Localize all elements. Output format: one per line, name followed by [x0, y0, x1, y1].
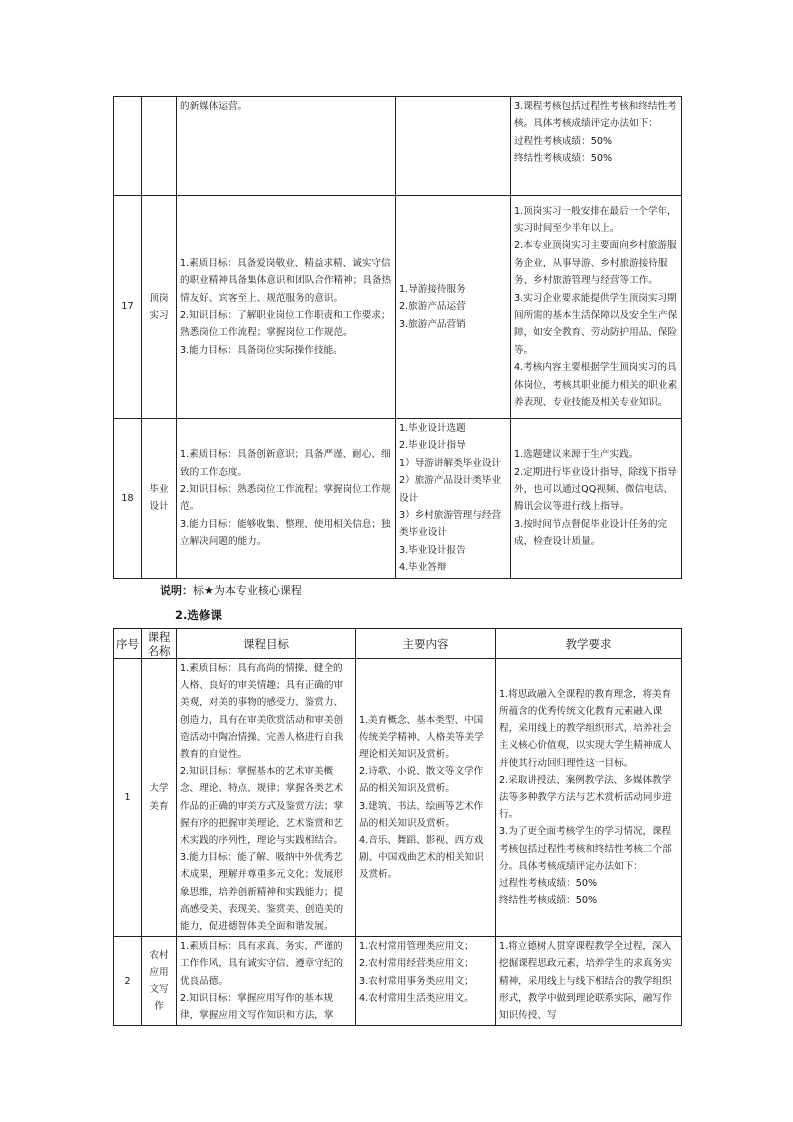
cell-line: 2.农村常用经营类应用文；	[359, 958, 474, 970]
cell-line: 1.素质目标：具有求真、务实、严谨的工作作风，具有诚实守信、遵章守纪的优良品德。	[180, 941, 344, 987]
cell-line: 过程性考核成绩：50%	[499, 878, 598, 890]
section-title: 2.选修课	[175, 608, 222, 622]
table-row	[114, 937, 682, 1026]
table-row	[114, 419, 682, 579]
course-name: 顶岗实习	[142, 196, 177, 419]
course-contents	[356, 937, 496, 1026]
cell-line: 终结性考核成绩：50%	[499, 895, 598, 907]
cell-line: 2.定期进行毕业设计指导，除线下指导外，也可以通过QQ视频、微信电话、腾讯会议等进行线上指导。	[514, 466, 677, 513]
course-contents	[356, 659, 496, 937]
cell-line: 1.毕业设计选题	[399, 423, 466, 434]
teaching-requirements	[511, 419, 682, 579]
cell-line: 2.知识目标：了解职业岗位工作职责和工作要求；熟悉岗位工作流程；掌握岗位工作规范。	[180, 310, 391, 339]
cell-line: 3.能力目标：能够收集、整理、使用相关信息；独立解决问题的能力。	[180, 518, 391, 548]
header-requirements: 教学要求	[496, 629, 682, 659]
header-goals: 课程目标	[177, 629, 356, 659]
course-name: 大学美育	[142, 659, 177, 937]
cell-line: 1.将立德树人贯穿课程教学全过程，深入挖掘课程思政元素，培养学生的求真务实精神，采用线上与线下相结合的教学组织形式，教学中做到理论联系实际，融写作知识传授、写	[499, 941, 672, 1022]
header-course-name: 课程名称	[142, 629, 177, 659]
table-row	[114, 196, 682, 419]
cell-line: 3.按时间节点督促毕业设计任务的完成，检查设计质量。	[514, 518, 668, 548]
cell-line: 2.知识目标：掌握基本的艺术审美概念、理论、特点、规律；掌握各类艺术作品的正确的审美方式及鉴赏方法；掌握有序的把握审美理论、艺术鉴赏和艺术实践的序列性，理论与实践相结合。	[180, 766, 344, 847]
row-number: 2	[114, 937, 142, 1026]
cell-line: 2.本专业顶岗实习主要面向乡村旅游服务企业，从事导游、乡村旅游接待服务、乡村旅游管理与经营等工作。	[514, 240, 677, 287]
cell-line: 3.为了更全面考核学生的学习情况，课程考核包括过程性考核和终结性考核二个部分。具体考核成绩评定办法如下：	[499, 826, 672, 872]
core-course-note	[160, 582, 302, 598]
cell-line: 1.导游接待服务	[399, 283, 466, 295]
cell-line: 3.旅游产品营销	[399, 318, 466, 330]
teaching-requirements	[511, 97, 682, 196]
cell-line: 2.采取讲授法、案例教学法、多媒体教学法等多种教学方法与艺术赏析活动同步进行。	[499, 774, 672, 821]
cell-line: 1.将思政融入全课程的教育理念，将美育所蕴含的优秀传统文化教育元素融入课程，采用线上的教学组织形式，培养社会主义核心价值观，以实现大学生精神成人并使其行动回归理性这一目标。	[499, 688, 672, 769]
cell-line: 3.建筑、书法、绘画等艺术作品的相关知识及赏析。	[359, 800, 484, 829]
teaching-requirements	[496, 937, 682, 1026]
cell-line: 3.能力目标：能了解、吸纳中外优秀艺术成果，理解并尊重多元文化；发展形象思维，培养创新精神和实践能力；提高感受美、表现美、鉴赏美、创造美的能力，促进德智体美全面和谐发展。	[180, 852, 344, 933]
header-contents: 主要内容	[356, 629, 496, 659]
cell-line: 的新媒体运营。	[180, 101, 248, 112]
cell-line: 1.农村常用管理类应用文；	[359, 941, 474, 953]
course-name	[142, 97, 177, 196]
table-row	[114, 97, 682, 196]
required-courses-table-continued	[113, 96, 682, 579]
cell-line: 4.毕业答辩	[399, 562, 447, 574]
course-contents	[396, 97, 511, 196]
cell-line: 3.实习企业要求能提供学生顶岗实习期间所需的基本生活保障以及安全生产保障，如安全教育、劳动防护用品、保险等。	[514, 292, 678, 356]
cell-line: 4.音乐、舞蹈、影视、西方戏剧、中国戏曲艺术的相关知识及赏析。	[359, 835, 484, 881]
cell-line: 1.顶岗实习一般安排在最后一个学年，实习时间至少半年以上。	[514, 205, 677, 234]
cell-line: 2.知识目标：熟悉岗位工作流程；掌握岗位工作规范。	[180, 483, 391, 513]
cell-line: 3.能力目标：具备岗位实际操作技能。	[180, 344, 343, 356]
course-goals	[177, 419, 396, 579]
course-name: 农村应用文写作	[142, 937, 177, 1026]
cell-line: 1.美育概念、基本类型、中国传统美学精神、人格美等美学理论相关知识及赏析。	[359, 714, 484, 761]
cell-line: 4.农村常用生活类应用文。	[359, 992, 474, 1004]
cell-line: 2.诗歌、小说、散文等文学作品的相关知识及赏析。	[359, 766, 484, 795]
elective-courses-table	[113, 628, 682, 1026]
cell-line: 4.考核内容主要根据学生顶岗实习的具体岗位，考核其职业能力相关的职业素养表现、专业技能及相关专业知识。	[514, 362, 678, 409]
course-goals	[177, 97, 396, 196]
table-header-row	[114, 629, 682, 659]
row-number: 18	[114, 419, 142, 579]
cell-line: 3.农村常用事务类应用文；	[359, 975, 474, 987]
course-name: 毕业设计	[142, 419, 177, 579]
teaching-requirements	[511, 196, 682, 419]
table-row	[114, 659, 682, 937]
row-number: 1	[114, 659, 142, 937]
note-label: 说明：	[160, 584, 193, 597]
course-contents	[396, 419, 511, 579]
note-text: 标★为本专业核心课程	[193, 584, 302, 597]
course-goals	[177, 937, 356, 1026]
cell-line: 2）旅游产品设计类毕业设计	[399, 475, 502, 504]
cell-line: 1.选题建议来源于生产实践。	[514, 449, 639, 461]
cell-line: 1.素质目标：具备创新意识；具备严谨、耐心、细致的工作态度。	[180, 449, 391, 478]
course-contents	[396, 196, 511, 419]
cell-line: 3）乡村旅游管理与经营类毕业设计	[399, 510, 502, 539]
cell-line: 1.素质目标：具有高尚的情操、健全的人格、良好的审美情趣；具有正确的审美观，对美的事物的感受力、鉴赏力、创造力，具有在审美欣赏活动和审美创造活动中陶冶情操、完善人格进行自我教育的自觉性。	[180, 663, 344, 761]
cell-line: 终结性考核成绩：50%	[514, 153, 613, 165]
row-number	[114, 97, 142, 196]
row-number: 17	[114, 196, 142, 419]
course-goals	[177, 659, 356, 937]
cell-line: 1.素质目标：具备爱岗敬业、精益求精、诚实守信的职业精神具备集体意识和团队合作精神；具备热情友好、宾客至上、规范服务的意识。	[180, 257, 392, 304]
header-number: 序号	[114, 629, 142, 659]
cell-line: 2.旅游产品运营	[399, 301, 466, 313]
cell-line: 2.知识目标：掌握应用写作的基本规律，掌握应用文写作知识和方法，掌	[180, 992, 334, 1022]
cell-line: 3.课程考核包括过程性考核和终结性考核。具体考核成绩评定办法如下：	[514, 101, 677, 130]
cell-line: 3.毕业设计报告	[399, 544, 466, 556]
cell-line: 过程性考核成绩：50%	[514, 135, 613, 147]
teaching-requirements	[496, 659, 682, 937]
cell-line: 1）导游讲解类毕业设计	[399, 457, 502, 469]
cell-line: 2.毕业设计指导	[399, 440, 466, 452]
course-goals	[177, 196, 396, 419]
